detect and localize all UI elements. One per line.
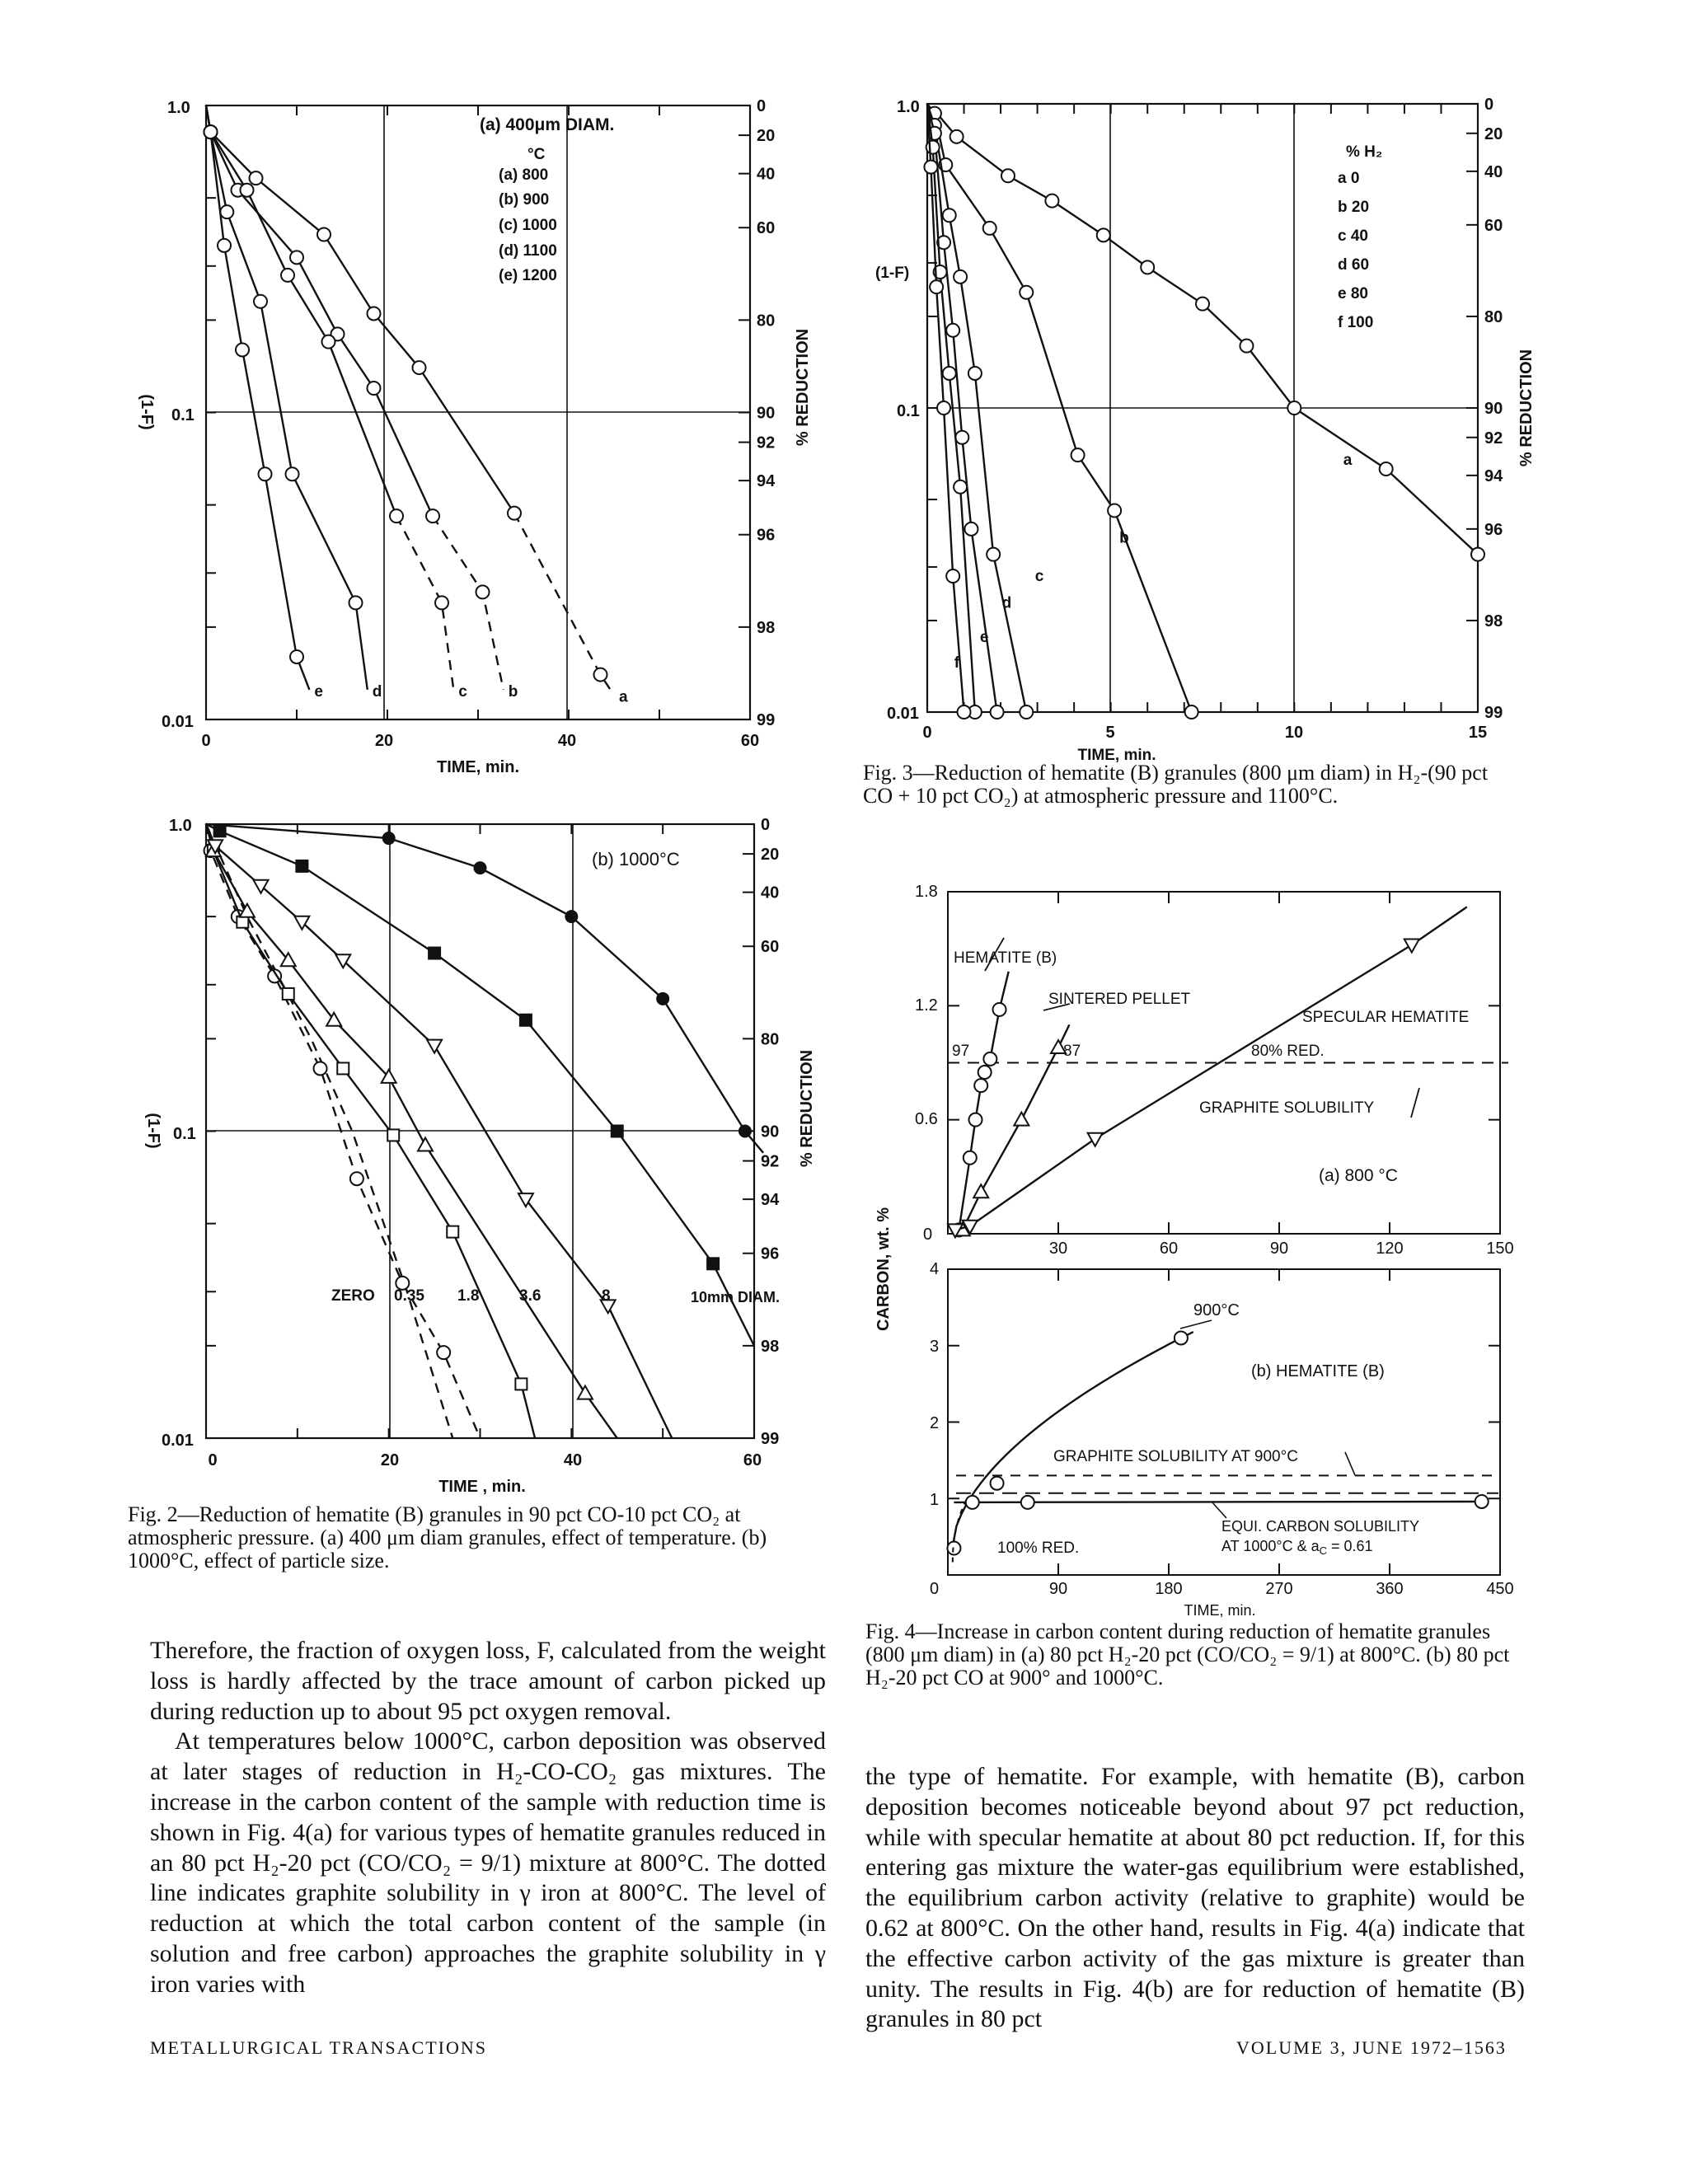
series-line-a [935,110,1478,554]
series-label-c: c [1034,567,1044,585]
y2-axis-label: % REDUCTION [794,328,812,447]
y2-tick-label: 0 [1484,96,1494,114]
data-point-a [1240,340,1253,353]
legend-header: °C [528,146,546,163]
y2-tick-label: 90 [761,1122,780,1141]
series-label-b: b [1119,529,1129,547]
y2-tick-label: 80 [757,312,776,330]
left-paragraph-2: At temperatures below 1000°C, carbon deposition was observed at later stages of reduction in H₂-CO-CO₂ gas mixtures. The increase in the carbon content of the sample with reduction time is shown in Fig. 4(a) for various types of hematite granules reduced in an 80 pct H₂-20 pct (CO/CO₂ = 9/1) mixture at 800°C. The dotted line indicates graphite solubility in γ iron at 800°C. The level of reduction at which the total carbon content of the sample (in solution and free carbon) approaches the graphite solubility in γ iron varies with [150,1727,826,1998]
data-point-b [1108,504,1121,517]
y-tick-001: 0.01 [162,1432,194,1450]
x-tick-30: 30 [1048,1240,1068,1258]
data-point-c [281,269,294,282]
data-point [387,1129,399,1141]
data-point [427,1040,442,1053]
chart-title: (b) 1000°C [592,849,680,869]
chart-title: (b) HEMATITE (B) [1251,1362,1385,1380]
series-line-b [206,105,433,516]
y2-tick-label: 96 [757,526,776,545]
data-point-b [368,382,381,395]
y-tick-1: 1 [930,1491,940,1509]
y2-tick-label: 40 [1484,162,1503,181]
data-point-a [250,171,263,185]
data-point-a [317,228,331,241]
x-tick-20: 20 [374,732,394,750]
y2-tick-label: 99 [757,711,776,729]
data-point-c [390,509,403,523]
data-point [283,988,294,1000]
y2-tick-label: 98 [1484,612,1503,630]
x-tick-90: 90 [1048,1580,1068,1598]
data-point-b [476,585,490,598]
data-point-d [991,705,1004,719]
fig4a-chart [857,874,1558,1261]
y-tick-001: 0.01 [887,705,919,723]
hline-label-graphite: GRAPHITE SOLUBILITY AT 900°C [1053,1448,1298,1465]
data-point [578,1386,593,1399]
series-label-18: 1.8 [457,1287,480,1305]
data-point [739,1126,751,1137]
y2-tick-label: 60 [761,938,780,957]
data-point [383,832,395,844]
data-point-c [968,367,982,380]
data-point-a [1380,462,1393,476]
data-point [337,1062,349,1074]
hline-label-equi: EQUI. CARBON SOLUBILITY [1221,1518,1420,1535]
series-label-e: e [979,628,989,646]
data-point [418,1138,433,1151]
data-point-c [987,548,1000,561]
fig2b-chart [124,816,865,1500]
y-tick-01: 0.1 [171,406,195,424]
x-tick-20: 20 [380,1451,400,1469]
data-point-d [349,596,363,609]
fig2-caption: Fig. 2—Reduction of hematite (B) granules in 90 pct CO-10 pct CO₂ at atmospheric pressure. (a) 400 μm diam granules, effect of temperature. (b) 1000°C, effect of particle size. [128,1502,767,1572]
legend-item-c: (c) 1000 [499,217,557,234]
data-point-e [236,343,249,356]
data-point [969,1113,982,1127]
data-point [565,911,577,922]
y2-tick-label: 94 [757,472,776,491]
legend-item-d: d 60 [1338,256,1370,274]
hline-mark-97: 97 [952,1043,970,1060]
legend-item-e: (e) 1200 [499,267,557,284]
chart-title: (a) 800 °C [1319,1166,1398,1185]
fig3-chart [857,95,1582,762]
x-tick-40: 40 [563,1451,583,1469]
x-axis-label: TIME , min. [438,1478,526,1496]
data-point-100red [966,1496,979,1509]
x-tick-5: 5 [1105,724,1115,742]
x-tick-0: 0 [208,1451,218,1469]
y-axis-label: (1-F) [138,394,156,430]
series-label-a: a [619,688,628,706]
data-point [350,1172,363,1185]
data-point [520,1015,532,1026]
legend-item-c: c 40 [1338,227,1368,245]
data-point-900 [1175,1331,1188,1344]
y2-tick-label: 99 [761,1430,780,1448]
y-tick-01: 0.1 [897,402,920,420]
data-point [993,1003,1006,1016]
data-point [475,862,486,874]
data-point-a [413,361,426,374]
data-point [1088,1133,1103,1146]
data-point-a [1141,260,1154,274]
y2-tick-label: 40 [761,883,780,902]
data-point-b [290,251,303,264]
data-point [237,916,248,928]
data-point [314,1062,327,1075]
series-line-d [206,105,293,474]
x-tick-60: 60 [743,1451,762,1469]
data-point-f [937,401,950,415]
y2-axis-label: % REDUCTION [798,1049,816,1168]
series-label-b: b [508,682,518,701]
x-tick-150: 150 [1486,1240,1514,1258]
x-axis-label: TIME, min. [437,758,519,776]
y2-tick-label: 92 [1484,429,1503,448]
y-axis-label: (1-F) [144,1113,162,1149]
data-point [214,825,226,837]
data-point-b [1020,286,1033,299]
x-tick-15: 15 [1468,724,1488,742]
y2-tick-label: 99 [1484,704,1503,722]
series-line-a [206,105,514,513]
label-pointer-equi [1212,1502,1226,1518]
y-axis-label: (1-F) [875,265,910,282]
data-point [978,1066,992,1079]
legend-item-b: (b) 900 [499,191,550,209]
y2-tick-label: 94 [761,1191,780,1210]
hline-mark-80: 80% RED. [1251,1043,1325,1060]
data-point [612,1126,623,1137]
data-point-e [926,141,940,154]
data-point-d [955,431,968,444]
right-paragraph-1: the type of hematite. For example, with hematite (B), carbon deposition becomes noticeable beyond about 97 pct reduction, while with specular hematite at about 80 pct reduction. If, for this entering gas mixture the water-gas equilibrium were established, the equilibrium carbon activity (relative to graphite) would be 0.62 at 800°C. On the other hand, results in Fig. 4(a) indicate that the effective carbon activity of the gas mixture is greater than unity. The results in Fig. 4(b) are for reduction of hematite (B) granules in 80 pct [865,1763,1525,2033]
data-point-b [1185,705,1198,719]
data-point [1404,940,1419,953]
data-point-a [1045,194,1058,208]
data-point-e [943,367,956,380]
y2-tick-label: 98 [761,1337,780,1356]
x-tick-40: 40 [557,732,577,750]
y2-tick-label: 96 [761,1244,780,1263]
x-tick-0: 0 [923,1226,933,1244]
hline-label-equi-2: AT 1000°C & $a_C = 0.61$ [1221,1538,1373,1557]
fig4-ylabel-svg [870,1154,903,1385]
data-point-a [1001,169,1015,182]
data-point [983,1052,996,1066]
y2-tick-label: 20 [761,846,780,865]
y2-tick-label: 94 [1484,466,1503,485]
x-tick-360: 360 [1376,1580,1404,1598]
data-point-a [594,668,607,682]
data-point-d [220,205,233,218]
fig4-caption: Fig. 4—Increase in carbon content during reduction of hematite granules (800 μm diam) in (a) 80 pct H₂-20 pct (CO/CO₂ = 9/1) at 800°C. (b) 80 pct H₂-20 pct CO at 900° and 1000°C. [865,1619,1510,1690]
y-tick-1: 1.0 [169,817,192,835]
y2-tick-label: 98 [757,618,776,637]
data-point-b [426,509,439,523]
y2-tick-label: 92 [761,1152,780,1171]
series-label-hematite: HEMATITE (B) [954,949,1057,967]
series-label-specular: SPECULAR HEMATITE [1302,1009,1470,1026]
label-pointer-900 [1180,1320,1212,1329]
y2-tick-label: 20 [1484,124,1503,143]
y-tick-1: 1.0 [167,99,190,117]
x-tick-0: 0 [930,1580,940,1598]
y2-tick-label: 60 [1484,216,1503,235]
data-point [707,1258,719,1269]
data-point-e [204,125,218,138]
data-point [437,1346,450,1359]
series-label-8: 8 [602,1287,611,1305]
data-point-d [286,467,299,480]
data-point [1014,1113,1029,1126]
y2-tick-label: 60 [757,219,776,238]
data-point-a [368,307,381,320]
series-label-36: 3.6 [519,1287,542,1305]
x-tick-0: 0 [922,724,932,742]
series-label-f: f [954,654,960,673]
data-point-f [930,280,943,293]
series-label-c: c [458,682,467,701]
data-point-a [1196,298,1209,311]
x-tick-60: 60 [1159,1240,1179,1258]
x-tick-120: 120 [1376,1240,1404,1258]
data-point-a [950,130,964,143]
hline-label: GRAPHITE SOLUBILITY [1199,1099,1375,1117]
x-tick-90: 90 [1269,1240,1289,1258]
y-tick-01: 0.1 [173,1125,196,1143]
y-tick-3: 3 [930,1338,940,1356]
x-tick-60: 60 [740,732,760,750]
x-tick-450: 450 [1486,1580,1514,1598]
data-point-a [508,507,521,520]
y-tick-06: 0.6 [915,1110,938,1128]
data-point [657,993,668,1005]
y2-tick-label: 0 [757,97,767,115]
legend-header: % H₂ [1346,143,1383,161]
data-point-e [259,467,272,480]
series-label-d: d [1001,594,1012,612]
series-label-zero: ZERO [331,1287,375,1305]
series-label-10mm: 10mm DIAM. [691,1289,781,1305]
x-tick-0: 0 [201,732,211,750]
data-point-c [435,596,448,609]
hline-mark-87: 87 [1063,1043,1081,1060]
series-line [206,824,754,1346]
y2-tick-label: 40 [757,165,776,184]
footer-journal: METALLURGICAL TRANSACTIONS [150,2037,487,2058]
series-line [963,1024,1070,1230]
legend-item-a: (a) 800 [499,166,549,184]
legend-item-a: a 0 [1338,170,1360,187]
fig4-y-axis-label: CARBON, wt. % [874,1207,893,1331]
data-point-a [1471,548,1484,561]
data-point [515,1378,527,1390]
series-line-900 [951,1332,1193,1552]
data-point-f [946,569,959,583]
x-axis-label: TIME, min. [1184,1602,1256,1619]
data-point-d [254,295,267,308]
y-tick-001: 0.01 [162,713,194,731]
series-label-100red: 100% RED. [997,1540,1080,1557]
y-tick-1: 1.0 [897,98,920,116]
y2-tick-label: 80 [1484,307,1503,326]
footer-volume: VOLUME 3, JUNE 1972–1563 [1236,2037,1507,2058]
data-point [973,1184,988,1197]
data-point-b [983,222,996,235]
label-pointer-graphite [1411,1088,1419,1118]
data-point-100red [1021,1496,1034,1509]
y2-tick-label: 92 [757,434,776,452]
legend-item-d: (d) 1100 [499,242,557,260]
data-point-e [218,239,231,252]
data-point [974,1079,987,1092]
y2-tick-label: 90 [757,404,776,423]
y2-tick-label: 20 [757,127,776,146]
y2-tick-label: 90 [1484,400,1503,418]
legend-item-e: e 80 [1338,285,1368,302]
fig4b-chart [857,1249,1558,1619]
data-point-a [1287,401,1301,415]
legend-item-f: f 100 [1338,314,1374,331]
chart-title: (a) 400μm DIAM. [480,115,615,134]
x-tick-270: 270 [1265,1580,1293,1598]
data-point-d [946,324,959,337]
x-tick-10: 10 [1284,724,1304,742]
data-point-a [1097,228,1110,241]
data-point-900 [991,1477,1004,1490]
data-point-d [964,523,978,536]
data-point-c [322,335,335,349]
right-column-text [865,1762,1525,2035]
data-point [447,1226,458,1238]
data-point-e [290,650,303,663]
data-point-c [954,270,967,284]
data-point-100red [1475,1495,1489,1508]
label-pointer-graphite [1345,1452,1355,1475]
series-label-e: e [314,682,323,701]
data-point [964,1151,977,1165]
fig3-caption: Fig. 3—Reduction of hematite (B) granules (800 μm diam) in H₂-(90 pct CO + 10 pct CO₂) at atmospheric pressure and 1100°C. [863,761,1489,808]
y2-tick-label: 80 [761,1030,780,1049]
left-paragraph-1: Therefore, the fraction of oxygen loss, F, calculated from the weight loss is hardly affected by the trace amount of carbon picked up during reduction up to about 95 pct oxygen removal. [150,1637,826,1725]
left-column-text [150,1636,826,2000]
series-label-035: 0.35 [394,1287,424,1305]
x-axis-label: TIME, min. [1077,747,1156,764]
data-point-c [241,184,254,197]
data-point-c [943,209,956,222]
fig2a-chart [124,99,865,791]
series-label-d: d [372,682,382,701]
y-tick-12: 1.2 [915,996,938,1015]
series-label-900: 900°C [1193,1301,1240,1319]
y-tick-4: 4 [930,1260,940,1278]
y2-tick-label: 0 [761,816,771,834]
series-label-sintered: SINTERED PELLET [1048,991,1191,1008]
y2-axis-label: % REDUCTION [1517,349,1536,467]
data-point-f [958,705,971,719]
y-tick-2: 2 [930,1414,940,1432]
data-point-c [1020,705,1033,719]
y-tick-18: 1.8 [915,883,938,901]
legend-item-b: b 20 [1338,199,1370,216]
data-point-e [954,480,967,494]
x-tick-180: 180 [1155,1580,1183,1598]
data-point-b [1071,448,1085,462]
data-point [296,860,307,872]
data-point-f [924,161,937,174]
y2-tick-label: 96 [1484,520,1503,539]
data-point [429,948,440,959]
series-label-a: a [1343,452,1353,470]
